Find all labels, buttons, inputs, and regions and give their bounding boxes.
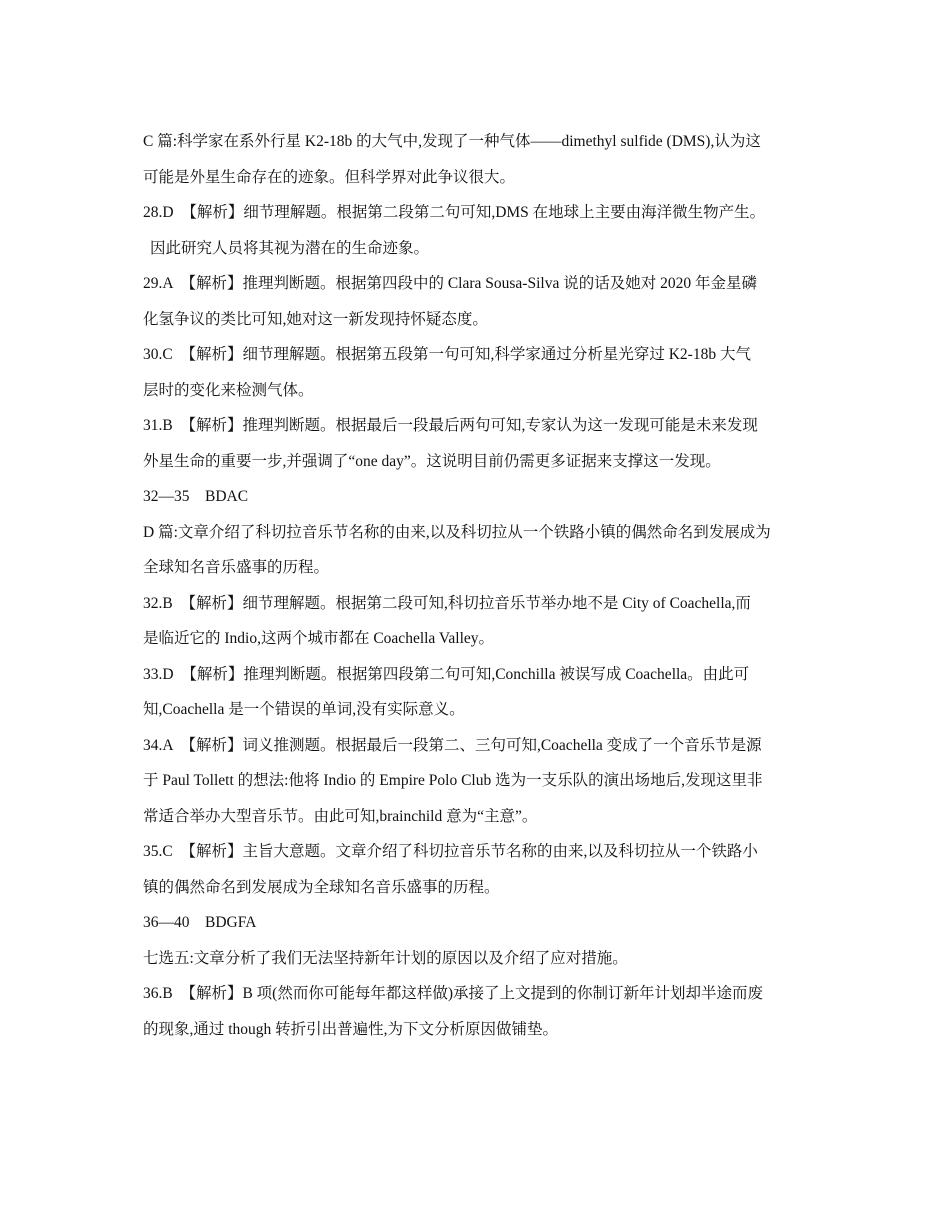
text-line: 常适合举办大型音乐节。由此可知,brainchild 意为“主意”。 — [143, 807, 538, 825]
answer-explanation-text — [143, 124, 815, 1047]
text-line: 34.A 【解析】词义推测题。根据最后一段第二、三句可知,Coachella 变成了一个音乐节是源 — [143, 736, 762, 754]
text-line: 因此研究人员将其视为潜在的生命迹象。 — [150, 239, 430, 257]
text-line: 七选五:文章分析了我们无法坚持新年计划的原因以及介绍了应对措施。 — [143, 949, 628, 967]
text-line: 的现象,通过 though 转折引出普遍性,为下文分析原因做铺垫。 — [143, 1020, 559, 1038]
text-line: 知,Coachella 是一个错误的单词,没有实际意义。 — [143, 701, 465, 718]
text-line: 32.B 【解析】细节理解题。根据第二段可知,科切拉音乐节举办地不是 City of Coachella,而 — [143, 594, 751, 612]
text-line: 于 Paul Tollett 的想法:他将 Indio 的 Empire Polo Club 选为一支乐队的演出场地后,发现这里非 — [143, 772, 763, 789]
text-line: 33.D 【解析】推理判断题。根据第四段第二句可知,Conchilla 被误写成 Coachella。由此可 — [143, 665, 750, 683]
text-line: 31.B 【解析】推理判断题。根据最后一段最后两句可知,专家认为这一发现可能是未来发现 — [143, 417, 758, 434]
text-line: 29.A 【解析】推理判断题。根据第四段中的 Clara Sousa-Silva 说的话及她对 2020 年金星磷 — [143, 275, 757, 292]
text-line: 35.C 【解析】主旨大意题。文章介绍了科切拉音乐节名称的由来,以及科切拉从一个铁路小 — [143, 843, 758, 860]
text-line: 外星生命的重要一步,并强调了“one day”。这说明目前仍需更多证据来支撑这一发现。 — [143, 452, 721, 470]
text-line: 36.B 【解析】B 项(然而你可能每年都这样做)承接了上文提到的你制订新年计划却半途而废 — [143, 985, 764, 1002]
text-line: 镇的偶然命名到发展成为全球知名音乐盛事的历程。 — [143, 878, 500, 896]
text-line: 32—35 BDAC — [143, 488, 249, 505]
text-line: 化氢争议的类比可知,她对这一新发现持怀疑态度。 — [143, 310, 488, 328]
text-line: 是临近它的 Indio,这两个城市都在 Coachella Valley。 — [143, 630, 495, 647]
text-line: D 篇:文章介绍了科切拉音乐节名称的由来,以及科切拉从一个铁路小镇的偶然命名到发展成为 — [143, 523, 771, 541]
text-line: 全球知名音乐盛事的历程。 — [143, 559, 330, 576]
text-line: 36—40 BDGFA — [143, 914, 257, 931]
text-line: 30.C 【解析】细节理解题。根据第五段第一句可知,科学家通过分析星光穿过 K2-18b 大气 — [143, 346, 751, 363]
text-line: 28.D 【解析】细节理解题。根据第二段第二句可知,DMS 在地球上主要由海洋微生物产生。 — [143, 204, 766, 221]
text-line: 可能是外星生命存在的迹象。但科学界对此争议很大。 — [143, 168, 516, 186]
text-line: 层时的变化来检测气体。 — [143, 381, 314, 399]
text-line: C 篇:科学家在系外行星 K2-18b 的大气中,发现了一种气体——dimethyl sulfide (DMS),认为这 — [143, 133, 761, 150]
